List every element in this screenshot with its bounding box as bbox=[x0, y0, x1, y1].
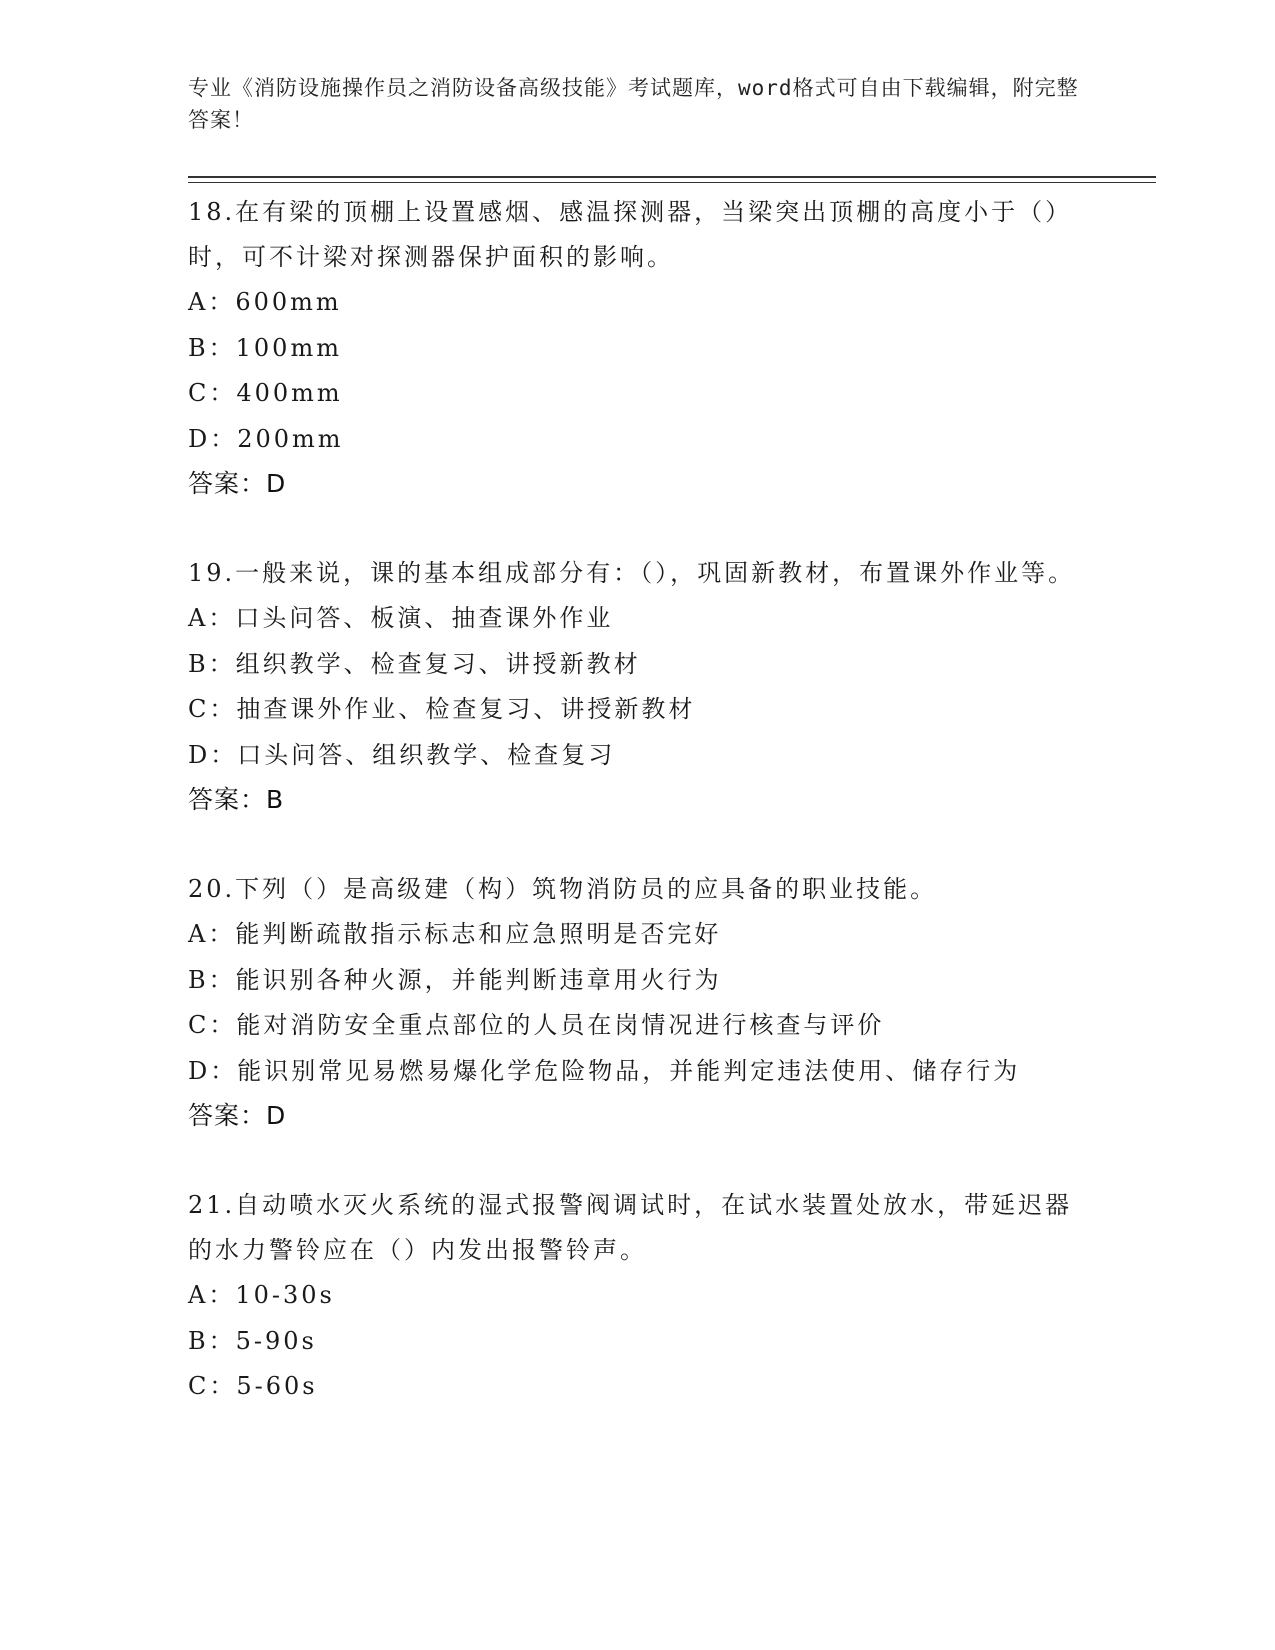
question-18 bbox=[188, 190, 1088, 505]
question-stem: 20.下列（）是高级建（构）筑物消防员的应具备的职业技能。 bbox=[188, 875, 938, 903]
option-a: A：600mm bbox=[188, 288, 342, 316]
option-b: B：组织教学、检查复习、讲授新教材 bbox=[188, 649, 641, 678]
option-b: B：5-90s bbox=[188, 1326, 317, 1355]
question-stem: 19.一般来说，课的基本组成部分有：（），巩固新教材，布置课外作业等。 bbox=[188, 559, 1076, 587]
answer: 答案：D bbox=[188, 469, 287, 498]
question-stem: 18.在有梁的顶棚上设置感烟、感温探测器，当梁突出顶棚的高度小于（）时，可不计梁对探测器保护面积的影响。 bbox=[188, 198, 1073, 271]
question-19 bbox=[188, 551, 1088, 821]
question-list bbox=[188, 190, 1088, 1456]
option-d: D：200mm bbox=[188, 424, 344, 453]
header-divider-thin bbox=[188, 182, 1156, 183]
question-20 bbox=[188, 867, 1088, 1137]
option-d: D：口头问答、组织教学、检查复习 bbox=[188, 740, 616, 769]
document-header: 专业《消防设施操作员之消防设备高级技能》考试题库，word格式可自由下载编辑，附完整答案！ bbox=[188, 76, 1079, 132]
option-b: B：能识别各种火源，并能判断违章用火行为 bbox=[188, 965, 722, 994]
option-c: C：能对消防安全重点部位的人员在岗情况进行核查与评价 bbox=[188, 1011, 885, 1039]
option-a: A：口头问答、板演、抽查课外作业 bbox=[188, 604, 614, 632]
option-c: C：400mm bbox=[188, 379, 343, 407]
option-b: B：100mm bbox=[188, 333, 342, 362]
question-21 bbox=[188, 1183, 1088, 1410]
option-c: C：抽查课外作业、检查复习、讲授新教材 bbox=[188, 695, 696, 723]
question-stem: 21.自动喷水灭火系统的湿式报警阀调试时，在试水装置处放水，带延迟器的水力警铃应在（）内发出报警铃声。 bbox=[188, 1191, 1073, 1264]
answer: 答案：D bbox=[188, 1101, 287, 1130]
header-divider-thick bbox=[188, 176, 1156, 178]
option-d: D：能识别常见易燃易爆化学危险物品，并能判定违法使用、储存行为 bbox=[188, 1056, 1021, 1085]
answer: 答案：B bbox=[188, 785, 285, 814]
option-a: A：10-30s bbox=[188, 1281, 335, 1309]
option-c: C：5-60s bbox=[188, 1372, 318, 1400]
option-a: A：能判断疏散指示标志和应急照明是否完好 bbox=[188, 920, 722, 948]
